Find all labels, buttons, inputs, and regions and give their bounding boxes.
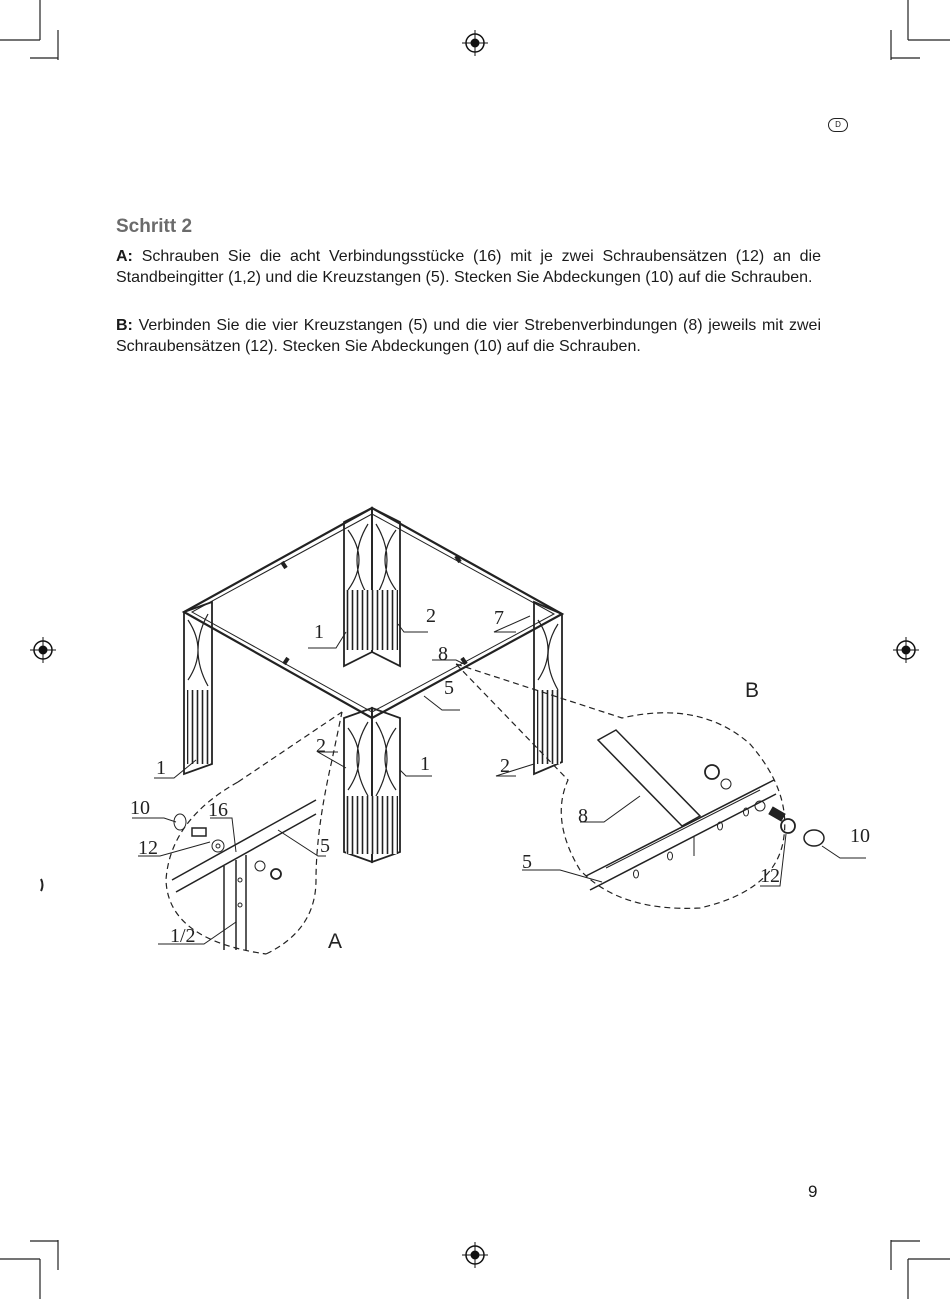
page-number: 9 <box>808 1182 818 1201</box>
label-main-7: 7 <box>494 607 504 629</box>
label-main-1b: 1 <box>420 753 430 775</box>
instruction-a-text: Schrauben Sie die acht Verbindungsstücke (16) mit je zwei Schraubensätzen (12) an die Standbeingitter (1,2) und die Kreuzstangen (5). Stecken Sie Abdeckungen (10) auf die Schrauben. <box>116 248 822 286</box>
leg-left <box>184 602 212 774</box>
label-b-12: 12 <box>760 865 780 887</box>
step-title: Schritt 2 <box>116 216 193 237</box>
label-main-1c: 1 <box>156 757 166 779</box>
label-main-2b: 2 <box>316 735 326 757</box>
label-a-5: 5 <box>320 835 330 857</box>
instruction-b-prefix: B: <box>116 317 133 334</box>
instruction-b-text: Verbinden Sie die vier Kreuzstangen (5) und die vier Strebenverbindungen (8) jeweils mit zwei Schraubensätzen (12). Stecken Sie Abdeckungen (10) auf die Schrauben. <box>116 317 821 355</box>
label-main-5: 5 <box>444 677 454 699</box>
label-b-5: 5 <box>522 851 532 873</box>
leg-back <box>344 508 400 666</box>
label-a-10: 10 <box>130 797 150 819</box>
label-a-16: 16 <box>208 799 228 821</box>
label-a-12: 12 <box>138 837 158 859</box>
detail-a-name: A <box>328 930 343 953</box>
label-b-8: 8 <box>578 805 588 827</box>
label-main-2c: 2 <box>500 755 510 777</box>
label-a-1-2: 1/2 <box>170 925 196 947</box>
instruction-a-prefix: A: <box>116 248 133 265</box>
detail-b-drawing <box>586 730 824 890</box>
label-main-2: 2 <box>426 605 436 627</box>
detail-b-name: B <box>745 679 760 702</box>
label-main-8: 8 <box>438 643 448 665</box>
label-b-10: 10 <box>850 825 870 847</box>
label-main-1: 1 <box>314 621 324 643</box>
language-badge: D <box>828 118 848 132</box>
leg-front <box>344 708 400 862</box>
